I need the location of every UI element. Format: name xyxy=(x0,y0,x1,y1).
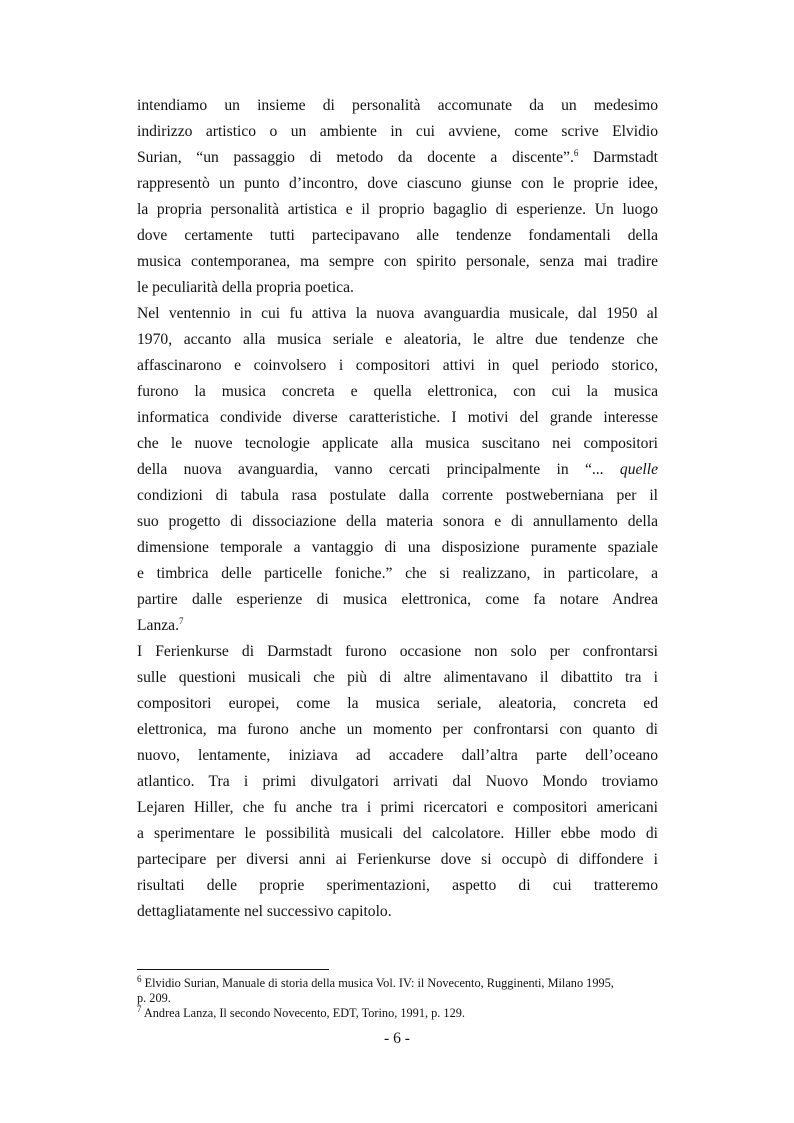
text-line: compositori europei, come la musica seriale, aleatoria, concreta ed xyxy=(137,695,658,712)
text-line-segment: della nuova avanguardia, vanno cercati principalmente in “... xyxy=(137,461,604,478)
footnote-6-continuation: p. 209. xyxy=(137,991,171,1005)
text-line-segment: Lanza. xyxy=(137,617,179,634)
text-line xyxy=(137,457,658,483)
text-line: affascinarono e coinvolsero i compositori attivi in quel periodo storico, xyxy=(137,357,658,374)
footnote-7 xyxy=(137,1003,658,1021)
text-line: Lejaren Hiller, che fu anche tra i primi ricercatori e compositori americani xyxy=(137,799,658,816)
text-line: dove certamente tutti partecipavano alle tendenze fondamentali della xyxy=(137,227,658,244)
text-line: elettronica, ma furono anche un momento per confrontarsi con quanto di xyxy=(137,721,658,738)
footnote-marker: 7 xyxy=(137,1003,142,1014)
page-number: - 6 - xyxy=(384,1030,410,1047)
footnote-reference: 6 xyxy=(573,147,579,158)
text-line: risultati delle proprie sperimentazioni, aspetto di cui tratteremo xyxy=(137,877,658,894)
text-line: 1970, accanto alla musica seriale e aleatoria, le altre due tendenze che xyxy=(137,331,658,348)
text-line: dimensione temporale a vantaggio di una disposizione puramente spaziale xyxy=(137,539,658,556)
footnote-reference: 7 xyxy=(178,615,184,626)
text-line: sulle questioni musicali che più di altre alimentavano il dibattito tra i xyxy=(137,669,658,686)
text-line xyxy=(137,145,658,171)
text-line xyxy=(137,613,658,639)
text-line: dettagliatamente nel successivo capitolo. xyxy=(137,903,392,920)
text-line: Nel ventennio in cui fu attiva la nuova avanguardia musicale, dal 1950 al xyxy=(137,305,658,322)
text-line-segment: Surian, “un passaggio di metodo da docente a discente”. xyxy=(137,149,574,166)
text-line: la propria personalità artistica e il proprio bagaglio di esperienze. Un luogo xyxy=(137,201,658,218)
text-line: furono la musica concreta e quella elettronica, con cui la musica xyxy=(137,383,658,400)
text-line: nuovo, lentamente, iniziava ad accadere dall’altra parte dell’oceano xyxy=(137,747,658,764)
text-line: musica contemporanea, ma sempre con spirito personale, senza mai tradire xyxy=(137,253,658,270)
text-line: a sperimentare le possibilità musicali del calcolatore. Hiller ebbe modo di xyxy=(137,825,658,842)
footnotes xyxy=(137,973,658,1021)
text-line-segment: Darmstadt xyxy=(578,149,658,166)
footnote-text: Andrea Lanza, Il secondo Novecento, EDT, Torino, 1991, p. 129. xyxy=(141,1006,465,1020)
text-line: e timbrica delle particelle foniche.” che si realizzano, in particolare, a xyxy=(137,565,658,582)
footnote-separator xyxy=(137,969,329,970)
text-line: partire dalle esperienze di musica elettronica, come fa notare Andrea xyxy=(137,591,658,608)
text-line: informatica condivide diverse caratteristiche. I motivi del grande interesse xyxy=(137,409,658,426)
footnote-marker: 6 xyxy=(137,973,142,984)
text-line: suo progetto di dissociazione della materia sonora e di annullamento della xyxy=(137,513,658,530)
text-line: condizioni di tabula rasa postulate dalla corrente postweberniana per il xyxy=(137,487,658,504)
text-line: rappresentò un punto d’incontro, dove ciascuno giunse con le proprie idee, xyxy=(137,175,658,192)
text-line: atlantico. Tra i primi divulgatori arrivati dal Nuovo Mondo troviamo xyxy=(137,773,658,790)
footnote-text: Elvidio Surian, Manuale di storia della musica Vol. IV: il Novecento, Rugginenti, Milano 1995, xyxy=(141,976,614,990)
text-line: I Ferienkurse di Darmstadt furono occasione non solo per confrontarsi xyxy=(137,643,658,660)
text-line: indirizzo artistico o un ambiente in cui avviene, come scrive Elvidio xyxy=(137,123,658,140)
text-line: intendiamo un insieme di personalità accomunate da un medesimo xyxy=(137,97,658,114)
body-text xyxy=(137,93,658,925)
text-line: che le nuove tecnologie applicate alla musica suscitano nei compositori xyxy=(137,435,658,452)
text-line: le peculiarità della propria poetica. xyxy=(137,279,354,296)
text-line: partecipare per diversi anni ai Ferienkurse dove si occupò di diffondere i xyxy=(137,851,658,868)
footnote-6 xyxy=(137,973,658,991)
italic-word: quelle xyxy=(619,461,658,478)
